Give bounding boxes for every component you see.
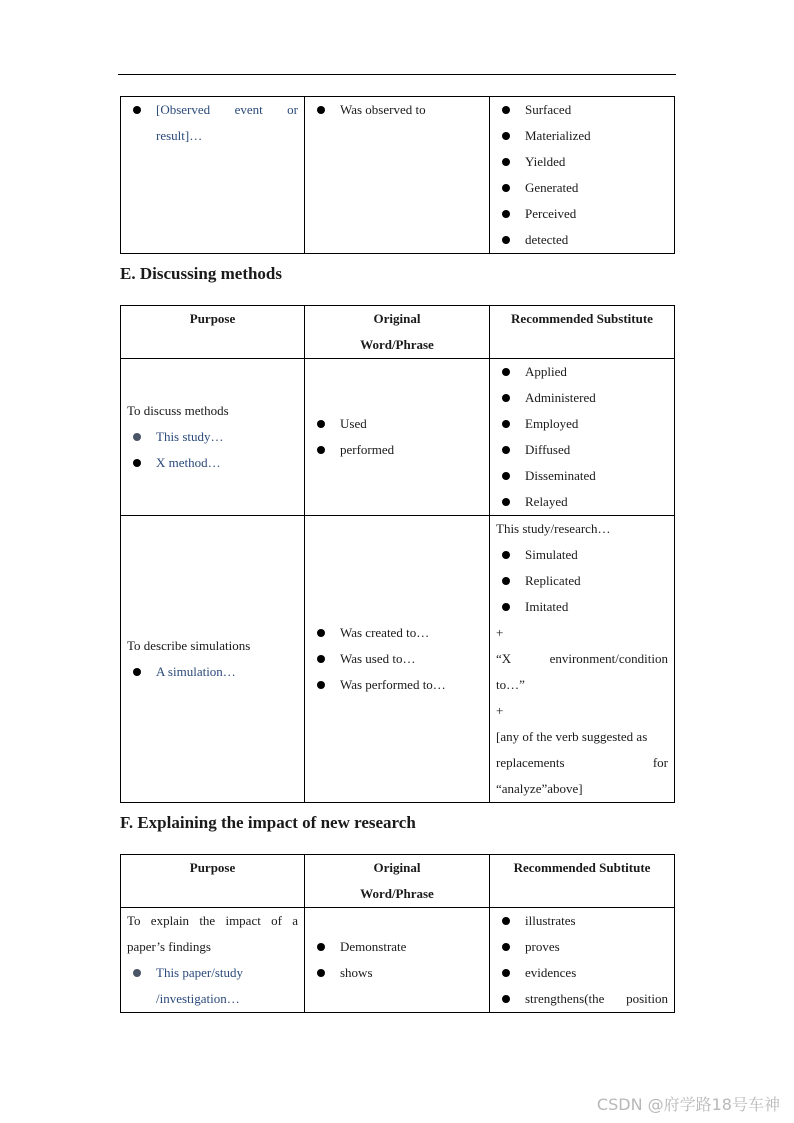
section-f-heading: F. Explaining the impact of new research — [120, 813, 416, 832]
list-item — [496, 960, 668, 986]
bullet-icon — [317, 969, 325, 977]
item-text: This study… — [156, 429, 224, 444]
list-item — [496, 463, 668, 489]
observed-purpose-cell — [121, 97, 305, 254]
item-text: position — [626, 991, 668, 1006]
item-text: Replicated — [525, 573, 581, 588]
list-item — [127, 450, 298, 476]
bullet-icon — [502, 472, 510, 480]
observed-table — [120, 96, 675, 254]
watermark: CSDN @府学路18号车神 — [596, 1095, 780, 1114]
bullet-icon — [317, 943, 325, 951]
item-text: Was observed to — [340, 102, 426, 117]
env-word: environment/condition — [549, 651, 668, 666]
bullet-icon — [317, 655, 325, 663]
item-text: Was created to… — [340, 625, 430, 640]
bullet-icon — [502, 132, 510, 140]
item-text: Was used to… — [340, 651, 416, 666]
methods-purpose-cell — [121, 359, 305, 516]
purpose-line — [127, 908, 298, 934]
purpose-line: paper’s findings — [127, 939, 211, 954]
item-text: Demonstrate — [340, 939, 407, 954]
bullet-icon — [502, 158, 510, 166]
item-text: Yielded — [525, 154, 566, 169]
item-text: illustrates — [525, 913, 576, 928]
item-text: proves — [525, 939, 560, 954]
bullet-icon — [502, 236, 510, 244]
recommended-header: Recommended Substitute — [490, 306, 675, 359]
original-header-line: Word/Phrase — [360, 337, 434, 352]
item-text: Generated — [525, 180, 579, 195]
purpose-word: impact — [225, 913, 261, 928]
item-text: evidences — [525, 965, 577, 980]
purpose-text: To discuss methods — [127, 403, 229, 418]
item-text: Relayed — [525, 494, 568, 509]
simulation-recommended-cell — [490, 516, 675, 803]
bullet-icon — [317, 446, 325, 454]
list-item — [311, 646, 483, 672]
bullet-icon — [133, 459, 141, 467]
list-item — [127, 97, 298, 149]
header-rule — [118, 74, 676, 75]
plus-sign: + — [496, 625, 504, 640]
item-text: Applied — [525, 364, 567, 379]
verb-line: [any of the verb suggested as — [496, 729, 648, 744]
bullet-icon — [502, 106, 510, 114]
list-item — [496, 542, 668, 568]
item-text: This paper/study — [156, 965, 244, 980]
original-header — [305, 855, 490, 908]
item-text: detected — [525, 232, 569, 247]
purpose-text: To describe simulations — [127, 638, 251, 653]
list-item — [496, 359, 668, 385]
observed-word: or — [287, 102, 298, 117]
item-text: Imitated — [525, 599, 569, 614]
purpose-header: Purpose — [121, 306, 305, 359]
observed-word: event — [234, 102, 263, 117]
item-text: strengthens(the — [525, 991, 605, 1006]
list-item — [496, 227, 668, 253]
item-text: A simulation… — [156, 664, 236, 679]
purpose-word: explain — [150, 913, 190, 928]
bullet-icon — [317, 629, 325, 637]
list-item — [127, 424, 298, 450]
bullet-icon — [133, 969, 141, 977]
bullet-icon — [502, 943, 510, 951]
list-item — [496, 385, 668, 411]
original-header — [305, 306, 490, 359]
plus-sign: + — [496, 703, 504, 718]
item-text: Was performed to… — [340, 677, 446, 692]
bullet-icon — [502, 551, 510, 559]
impact-original-cell — [305, 908, 490, 1013]
bullet-icon — [133, 668, 141, 676]
list-item — [496, 934, 668, 960]
bullet-icon — [502, 577, 510, 585]
observed-recommended-cell — [490, 97, 675, 254]
item-text: Materialized — [525, 128, 591, 143]
list-item — [496, 175, 668, 201]
item-text: Simulated — [525, 547, 578, 562]
purpose-word: the — [199, 913, 216, 928]
verb-word: for — [652, 755, 668, 770]
list-item — [127, 659, 298, 685]
env-line-end: to…” — [496, 677, 525, 692]
item-text: X method… — [156, 455, 221, 470]
observed-word: [Observed — [156, 102, 211, 117]
list-item — [311, 672, 483, 698]
section-e-heading: E. Discussing methods — [120, 264, 283, 283]
bullet-icon — [502, 917, 510, 925]
observed-original-cell — [305, 97, 490, 254]
list-item — [496, 568, 668, 594]
bullet-icon — [317, 420, 325, 428]
purpose-header: Purpose — [121, 855, 305, 908]
purpose-word: To — [127, 913, 141, 928]
list-item — [496, 908, 668, 934]
list-item — [311, 437, 483, 463]
bullet-icon — [502, 184, 510, 192]
item-text: Administered — [525, 390, 596, 405]
list-item — [496, 201, 668, 227]
bullet-icon — [502, 969, 510, 977]
item-text: /investigation… — [156, 991, 240, 1006]
list-item — [496, 97, 668, 123]
bullet-icon — [502, 446, 510, 454]
impact-recommended-cell — [490, 908, 675, 1013]
list-item — [311, 411, 483, 437]
list-item — [127, 960, 298, 1012]
original-header-line: Word/Phrase — [360, 886, 434, 901]
recommended-intro: This study/research… — [496, 521, 611, 536]
verb-line — [496, 750, 668, 776]
list-item — [496, 594, 668, 620]
verb-word: replacements — [496, 755, 565, 770]
item-text: Diffused — [525, 442, 571, 457]
bullet-icon — [317, 681, 325, 689]
bullet-icon — [317, 106, 325, 114]
bullet-icon — [502, 420, 510, 428]
list-item — [496, 986, 668, 1012]
original-header-line: Original — [373, 860, 421, 875]
original-header-line: Original — [373, 311, 421, 326]
impact-table — [120, 854, 675, 1013]
bullet-icon — [502, 603, 510, 611]
list-item — [311, 620, 483, 646]
list-item — [311, 934, 483, 960]
list-item — [311, 97, 483, 123]
bullet-icon — [502, 498, 510, 506]
recommended-header: Recommended Subtitute — [490, 855, 675, 908]
methods-original-cell — [305, 359, 490, 516]
item-text: Used — [340, 416, 367, 431]
bullet-icon — [502, 394, 510, 402]
bullet-icon — [133, 106, 141, 114]
purpose-word: a — [292, 913, 298, 928]
list-item — [496, 149, 668, 175]
methods-recommended-cell — [490, 359, 675, 516]
bullet-icon — [502, 995, 510, 1003]
item-text: Surfaced — [525, 102, 572, 117]
verb-line: “analyze”above] — [496, 781, 583, 796]
methods-table — [120, 305, 675, 803]
item-text: performed — [340, 442, 395, 457]
item-text: Employed — [525, 416, 579, 431]
item-text: Disseminated — [525, 468, 596, 483]
env-word: “X — [496, 651, 512, 666]
list-item — [496, 411, 668, 437]
bullet-icon — [502, 210, 510, 218]
list-item — [496, 437, 668, 463]
simulation-purpose-cell — [121, 516, 305, 803]
impact-purpose-cell — [121, 908, 305, 1013]
env-line — [496, 646, 668, 672]
bullet-icon — [133, 433, 141, 441]
list-item — [496, 123, 668, 149]
bullet-icon — [502, 368, 510, 376]
purpose-word: of — [271, 913, 282, 928]
item-text: Perceived — [525, 206, 577, 221]
simulation-original-cell — [305, 516, 490, 803]
observed-continuation: result]… — [156, 128, 203, 143]
list-item — [311, 960, 483, 986]
list-item — [496, 489, 668, 515]
item-text: shows — [340, 965, 373, 980]
